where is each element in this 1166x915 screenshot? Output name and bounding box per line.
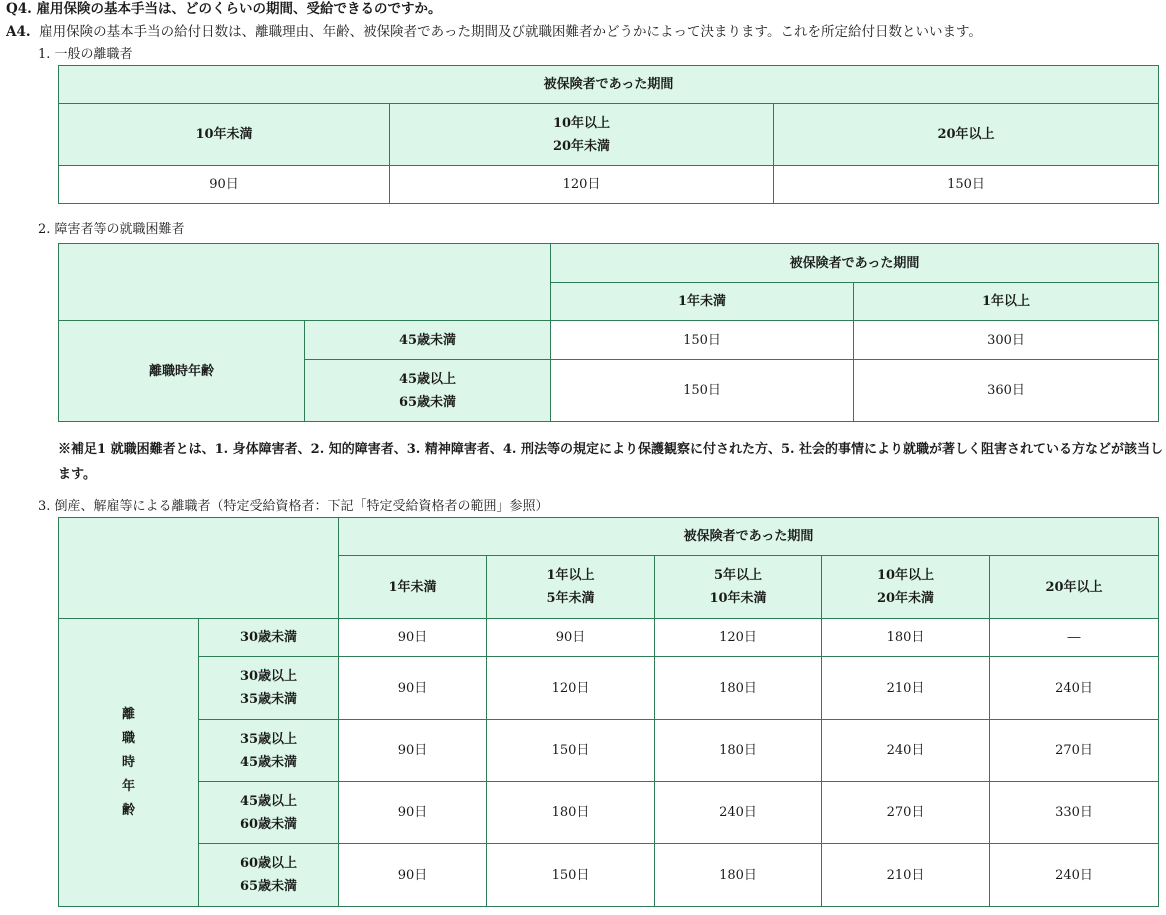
section3-value: 90日 — [487, 619, 655, 657]
section2-row-label: 離職時年齢 — [59, 321, 305, 422]
section1-col-1: 10年未満 — [59, 104, 390, 166]
section3-title: 3. 倒産、解雇等による離職者（特定受給資格者：下記「特定受給資格者の範囲」参照） — [38, 499, 549, 514]
section3-age: 45歳以上 60歳未満 — [199, 782, 339, 844]
section3-value: 150日 — [487, 720, 655, 782]
section3-age: 60歳以上 65歳未満 — [199, 844, 339, 907]
section1-value: 150日 — [774, 166, 1159, 204]
question-heading: Q4. 雇用保険の基本手当は、どのくらいの期間、受給できるのですか。 — [6, 1, 442, 17]
answer-prefix: A4. — [6, 24, 31, 40]
section3-value: 240日 — [990, 844, 1159, 907]
section3-corner — [59, 518, 339, 619]
section1-col-3: 20年以上 — [774, 104, 1159, 166]
section2-value: 150日 — [551, 360, 854, 422]
section2-title: 2. 障害者等の就職困難者 — [38, 222, 185, 237]
section2-col-1: 1年未満 — [551, 283, 854, 321]
section1-value: 120日 — [390, 166, 774, 204]
section3-value: 90日 — [339, 619, 487, 657]
section3-age: 35歳以上 45歳未満 — [199, 720, 339, 782]
section3-value: 210日 — [822, 844, 990, 907]
section3-value: 90日 — [339, 782, 487, 844]
section3-value: 180日 — [655, 657, 822, 720]
section3-col-3: 5年以上 10年未満 — [655, 556, 822, 619]
section3-value: ― — [990, 619, 1159, 657]
section3-age: 30歳以上 35歳未満 — [199, 657, 339, 720]
section2-age: 45歳以上 65歳未満 — [305, 360, 551, 422]
answer-paragraph — [6, 24, 982, 40]
section2-corner — [59, 244, 551, 321]
section2-value: 360日 — [854, 360, 1159, 422]
section2-header: 被保険者であった期間 — [551, 244, 1159, 283]
section3-value: 180日 — [655, 720, 822, 782]
section3-header: 被保険者であった期間 — [339, 518, 1159, 556]
section3-value: 90日 — [339, 657, 487, 720]
section3-value: 240日 — [655, 782, 822, 844]
section3-value: 90日 — [339, 844, 487, 907]
section2-table — [58, 243, 1159, 422]
answer-text: 雇用保険の基本手当の給付日数は、離職理由、年齢、被保険者であった期間及び就職困難者かどうかによって決まります。これを所定給付日数といいます。 — [39, 24, 982, 40]
section2-age: 45歳未満 — [305, 321, 551, 360]
section1-header: 被保険者であった期間 — [59, 66, 1159, 104]
section3-value: 270日 — [990, 720, 1159, 782]
section3-row-label: 離 職 時 年 齢 — [59, 619, 199, 907]
section3-value: 90日 — [339, 720, 487, 782]
section1-title: 1. 一般の離職者 — [38, 47, 133, 62]
section3-value: 120日 — [655, 619, 822, 657]
section3-value: 120日 — [487, 657, 655, 720]
section3-col-2: 1年以上 5年未満 — [487, 556, 655, 619]
section3-value: 240日 — [990, 657, 1159, 720]
section3-value: 270日 — [822, 782, 990, 844]
section3-col-1: 1年未満 — [339, 556, 487, 619]
section3-value: 180日 — [487, 782, 655, 844]
section3-col-5: 20年以上 — [990, 556, 1159, 619]
section3-col-4: 10年以上 20年未満 — [822, 556, 990, 619]
section1-col-2: 10年以上 20年未満 — [390, 104, 774, 166]
section3-value: 150日 — [487, 844, 655, 907]
section3-age: 30歳未満 — [199, 619, 339, 657]
section2-col-2: 1年以上 — [854, 283, 1159, 321]
section2-value: 300日 — [854, 321, 1159, 360]
section3-table — [58, 517, 1159, 907]
section3-value: 330日 — [990, 782, 1159, 844]
section1-value: 90日 — [59, 166, 390, 204]
section3-value: 180日 — [822, 619, 990, 657]
section3-value: 180日 — [655, 844, 822, 907]
section3-value: 210日 — [822, 657, 990, 720]
supplement-note: ※補足1 就職困難者とは、1. 身体障害者、2. 知的障害者、3. 精神障害者、4. 刑法等の規定により保護観察に付された方、5. 社会的事情により就職が著しく阻害されている方などが該当します。 — [58, 442, 1164, 482]
section3-value: 240日 — [822, 720, 990, 782]
section2-value: 150日 — [551, 321, 854, 360]
section1-table — [58, 65, 1159, 204]
